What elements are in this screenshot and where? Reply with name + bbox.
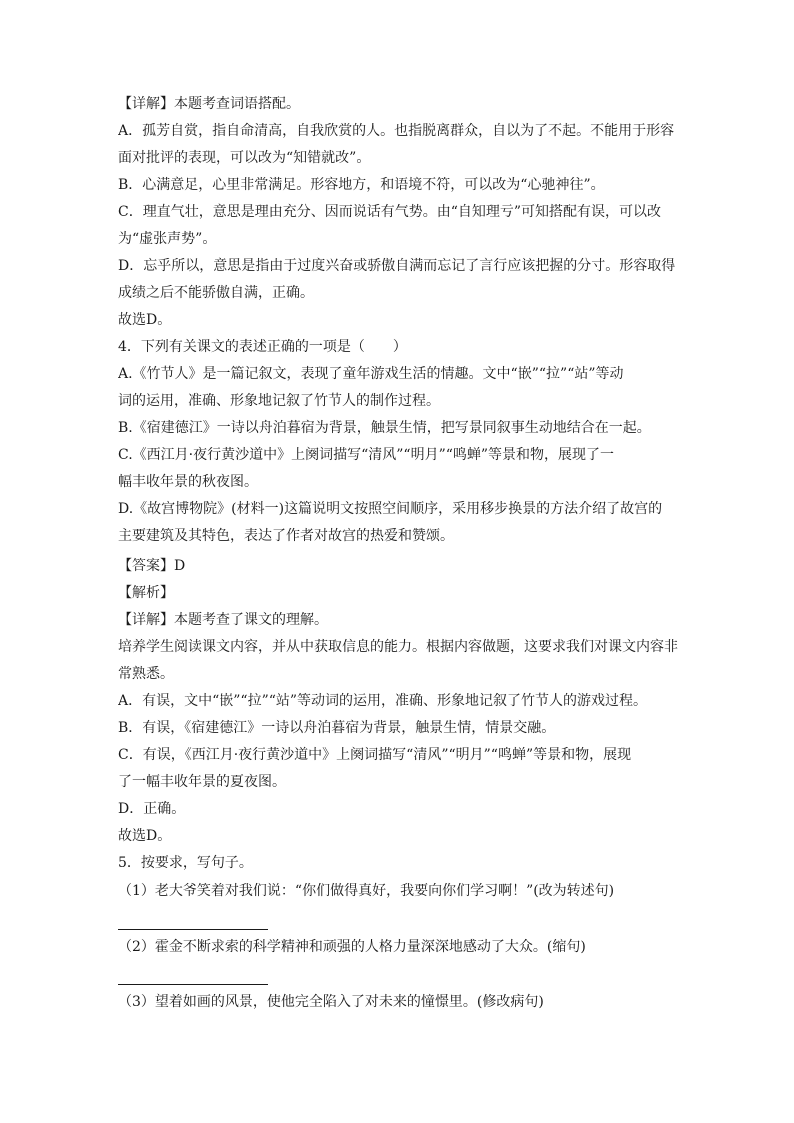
analysis-intro-1: 培养学生阅读课文内容，并从中获取信息的能力。根据内容做题，这要求我们对课文内容非 [118, 639, 678, 655]
option-a-1: A.《竹节人》是一篇记叙文，表现了童年游戏生活的情趣。文中“嵌”“拉”“站”等动 [118, 366, 624, 382]
option-b: B.《宿建德江》一诗以舟泊暮宿为背景，触景生情，把写景同叙事生动地结合在一起。 [118, 420, 651, 436]
analysis-c-1: C．有误，《西江月·夜行黄沙道中》上阕词描写“清风”“明月”“鸣蝉”等景和物，展现 [118, 747, 632, 763]
analysis-b: B．有误，《宿建德江》一诗以舟泊暮宿为背景，触景生情，情景交融。 [118, 720, 556, 736]
analysis-label: 【解析】 [118, 585, 174, 601]
option-c-2: 幅丰收年景的秋夜图。 [118, 474, 258, 490]
explanation-c-1: C．理直气壮，意思是理由充分、因而说话有气势。由“自知理亏”可知搭配有误，可以改 [118, 204, 662, 220]
analysis-intro-2: 常熟悉。 [118, 666, 174, 682]
conclusion-1: 故选D。 [118, 312, 172, 328]
answer-label: 【答案】D [118, 558, 186, 574]
explanation-d-1: D．忘乎所以，意思是指由于过度兴奋或骄傲自满而忘记了言行应该把握的分寸。形容取得 [118, 258, 676, 274]
conclusion-2: 故选D。 [118, 828, 172, 844]
question-5-stem: 5．按要求，写句子。 [118, 855, 253, 871]
subquestion-3: （3）望着如画的风景，使他完全陷入了对未来的憧憬里。(修改病句) [118, 994, 544, 1010]
question-4-stem: 4．下列有关课文的表述正确的一项是（ ） [118, 339, 407, 355]
option-c-1: C.《西江月·夜行黄沙道中》上阕词描写“清风”“明月”“鸣蝉”等景和物，展现了一 [118, 447, 615, 463]
explanation-a-1: A．孤芳自赏，指自命清高，自我欣赏的人。也指脱离群众，自以为了不起。不能用于形容 [118, 123, 675, 139]
detail-header-1: 【详解】本题考查词语搭配。 [118, 96, 300, 112]
option-a-2: 词的运用，准确、形象地记叙了竹节人的制作过程。 [118, 393, 440, 409]
explanation-b: B．心满意足，心里非常满足。形容地方，和语境不符，可以改为“心驰神往”。 [118, 177, 605, 193]
subquestion-1: （1）老大爷笑着对我们说：“你们做得真好，我要向你们学习啊！”(改为转述句) [118, 883, 615, 899]
explanation-c-2: 为“虚张声势”。 [118, 231, 217, 247]
analysis-a: A．有误，文中“嵌”“拉”“站”等动词的运用，准确、形象地记叙了竹节人的游戏过程。 [118, 693, 648, 709]
explanation-d-2: 成绩之后不能骄傲自满，正确。 [118, 285, 314, 301]
option-d-2: 主要建筑及其特色，表达了作者对故宫的热爱和赞颂。 [118, 528, 454, 544]
answer-line-2[interactable] [118, 984, 268, 985]
option-d-1: D.《故宫博物院》(材料一)这篇说明文按照空间顺序，采用移步换景的方法介绍了故宫的 [118, 501, 663, 517]
explanation-a-2: 面对批评的表现，可以改为“知错就改”。 [118, 150, 371, 166]
detail-header-2: 【详解】本题考查了课文的理解。 [118, 612, 328, 628]
analysis-c-2: 了一幅丰收年景的夏夜图。 [118, 774, 286, 790]
subquestion-2: （2）霍金不断求索的科学精神和顽强的人格力量深深地感动了大众。(缩句) [118, 939, 586, 955]
analysis-d: D．正确。 [118, 801, 186, 817]
answer-line-1[interactable] [118, 929, 268, 930]
